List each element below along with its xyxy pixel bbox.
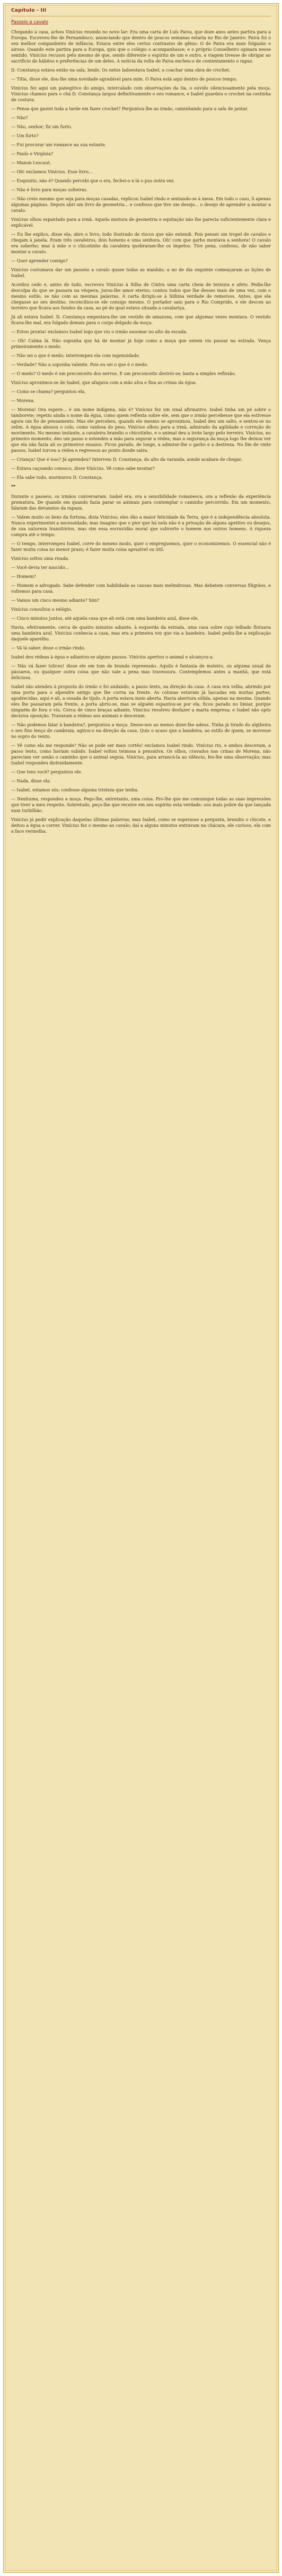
- paragraph: — Criança! Que é isso? Já aprendeu? Interveio D. Constança, do alto da varanda, aonde acabara de chegar.: [11, 457, 242, 462]
- paragraph: — Nada, disse ela.: [11, 779, 51, 783]
- paragraph: — Não podemos falar à bandeira?, perguntou a moça. Desse-nos ao menos dizer-lhe adeus. Tinha já tirado do algibeira o seu fino lenço de cambraia, agitou-o na direção da casa. Quis o acaso que a bandeira, ao estilo de quem, se movesse no sopro do vento.: [11, 723, 271, 739]
- paragraph: — Quer aprender comigo?: [11, 259, 68, 263]
- paragraph: — Nenhuma, respondeu a moça. Pego-lhe, entretanto, uma coisa. Pro-lhe que me comunique todas as suas impressões que tiver a meu respeito. Sobretudo, peço-lhe que receive em seu espírito esta verdade: sou mais pobre da que lançada num turbilhão.: [11, 797, 271, 813]
- paragraph: — Vamos um cisco mesmo adiante? Sim?: [11, 598, 100, 603]
- paragraph: — Titia, disse ele, dou-lhe uma novidade agradável para mim. O Paiva está aqui dentro de poucos tempo.: [11, 77, 237, 82]
- paragraph: — O tempo, interrompeu Isabel, corre do mesmo modo, quer o empreguemos, quer o economizemos. O essencial não é fazer muita coisa no menor prazo; é fazer muita coisa aprazível ou útil.: [11, 541, 271, 552]
- paragraph: Vinícius consultou o relógio.: [11, 607, 72, 612]
- paragraph: Durante o passeio, os irmãos conversaram. Isabel era, ora a sensibilidade romanesca, ora a reflexão da experiência prematura. De quando em quando fazia parar os animais para contemplar o caminho percorrido. Em um momento, falaram das devaneios da rapaza.: [11, 494, 271, 511]
- paragraph: — Estava caçoando conosco, disse Vinícius. Vê como sabe montar?: [11, 466, 155, 471]
- paragraph: Vinícius já pedir explicação daquelas últimas palavras; mas Isabel, como se esperasse a pergunta, brandiu o chicote, e deitou a égua a correr. Vinícius fez o mesmo ao cavalo; daí a alguns minutos entravam na chácara, ele curioso, ela com a face vermelha.: [11, 817, 271, 834]
- paragraph: — Eu lhe explico, disse ela; abro o livro, todo ilustrado de riscos que não entendi. Pois pensei um tropel de cavalos e chegam à janela. Eram três cavaleiros, dois homens e uma senhora. Oh! com que garbo montava a senhora! O cavalo era soberbo; mas à mão e o chicotinho da cavaleira quebraram-lhe os ímpetos. Tive pena, confesso, de não saber montar a cavalo.: [11, 232, 271, 254]
- paragraph: — Não, senhor; fiz um furto.: [11, 124, 72, 129]
- paragraph: — Vá lá saber, disse o irmão rindo.: [11, 646, 86, 650]
- paragraph: — O medo? O medo é um preconceito dos nervos. E um preconceito destrói-se; basta a simples reflexão.: [11, 371, 236, 376]
- paragraph: — Morena.: [11, 398, 35, 403]
- paragraph: D. Constança estava então na sala, lendo. Os netos ladoestava Isabel, a coachar uma obra de crochet.: [11, 68, 231, 73]
- paragraph: Vinícius fez aqui um panegírico do amigo, intercalado com observações da tia, o ouvido silenciosamente pela moça. Vinícius chamou para o chá D. Constança largou definitivamente o seu romance, e Isabel guardou o crochet na cestinha de costura.: [11, 86, 271, 102]
- paragraph: — Homem e advogado. Sabe defender com habilidade as causas mais melindrosas. Mas debatem conversas filigrãos, e voltemos para casa.: [11, 583, 271, 594]
- paragraph: Acordou cedo e, antes de tudo, escreveu Vinícius à Silha de Cintra uma carta cheia de ternura e afeto. Pedia-lhe desculpa do que se passara na véspera; jurou-lhe amor eterno; contou todos que lhe desses mais de uma vez, com o mesmo estilo, se não com as mesmas palavras. À carta dirigiu-se à Silhina verdade de remorsos. Antes, que ela chegasse ao seu destino, reconciliou-se ele consigo mesmo. O portador saiu para o Rio Comprido, e ele desceu ao terreiro que ficava aos fundos da casa, ao pé do qual estava situada a cavalariça.: [11, 282, 271, 310]
- paragraph: — Homem?: [11, 574, 36, 579]
- document-page: [3, 3, 279, 2573]
- paragraph: Vinícius costumava dar um passeio a cavalo quase todas as manhãs; a no de dia seguinte comeaçaram as lições de Isabel.: [11, 268, 271, 278]
- paragraph: — Morena! Ora espere... é um nome indígena, não é? Vinícius fez um sinal afirmativo. Isabel tinha um pé sobre o tamborete; repetiu ainda o nome da égua, como quem reflexta sobre ele, sem que o irmão percebesse que ela estivesse agora um fio de pensamento. Mas ele percebeu, quando ele mesmo se aproximou, Isabel deu um salto, e sentou-se no selim. A égua abusou o colo, como vaidosa do peso. Vinícius olhou para a irmã, admirado da agilidade e correção do movimento. No mesmo instante, a cavaleira brandiu o chicotinho, e o animal deu a trote largo pelo terreiro. Vinícius, no primeiro momento, deu um passo e estendeu a mão para segurar a rédea; mas a segurança da moça logo lhe deixou ver que ela não fazia ali os primeiros ensaios. Ficou parado, de longe, a admirar-lhe o garbo e a destreza. No fim de vinte passos, Isabel torceu a rédea e regressou ao ponto donde saíra.: [11, 407, 271, 453]
- paragraph: — Isabel, estamos sós; confesse alguma tristeza que tenha.: [11, 788, 139, 792]
- chapter-title: Capítulo - III: [11, 8, 47, 13]
- paragraph: — Oh! exclamou Vinícius. Esse livro...: [11, 170, 93, 174]
- paragraph: — Não é livro para moças solteiras.: [11, 188, 88, 192]
- paragraph: Vinícius olhou espantado para a irmã. Aquela mistura de geometria e equitação não lhe parecia suficientemente clara e explicável.: [11, 217, 271, 228]
- paragraph: — Paulo e Virgínia?: [11, 151, 54, 156]
- paragraph: — Manon Lescaut.: [11, 161, 51, 165]
- paragraph: — Cinco minutos juntos, até aquela casa que ali está com uma bandeira azul, disse ele.: [11, 616, 199, 621]
- paragraph: — Não vá fazer tolices! disse ele em tom de branda repreensão. Aquilo é fantasia de moleiro, ou alguma usual de pássaros, ou qualquer outra coisa que não vale a pena mas travessura. Contemplemos antes a manhã, que está deliciosa.: [11, 664, 271, 680]
- paragraph: — Você devia ter nascido...: [11, 565, 69, 570]
- paragraph: Isabel não atendeu à proposta do irmão e foi andando, a passo lento, na direção da casa. A casa era velha, abrindo por uma porta para o alpendre antigo que lhe corria na frente. As colunas estavam já lascadas em muitas partes, apodrecidas, aqui e ali, a ossada de tijolo. A porta estava meio aberta. Havia abertura sólida, apenas na mesma. Quando eles lhe passaram pela frente, a porta abriu-se, mas se alguém espantou-se por ela, ficou parado no limiar, porque ninguém de fora o viu. Cerca de cinco braças adiante, Vinícius resolveu desfazer a marta empresa; e Isabel não opôs decisiva oposição. Travaram a rédeas aos animais e desceram.: [11, 684, 271, 718]
- paragraph: — Fui procurar um romance na sua estante.: [11, 142, 107, 147]
- paragraph: — Esquisito, não é? Quando percebi que o era, fechei-o e lá o pus outra vez.: [11, 179, 175, 183]
- paragraph: Chegando à casa, achou Vinícius reunido no novo lar: Era uma carta de Luís Paiva, que doze anos antes partira para a Europa. Escreveu-lhe de Pernambuco, anunciando que dentro de poucos semanas estaria no Rio de Janeiro. Paiva foi o seu melhor companheiro de infância. Estava entre eles certos contrastes de gênio: O de Paiva era mais folgazão e airoso. Quando este partira para a Europa, quis que o colégio o acompanhasse; e o próprio Conselheiro opinara nesse sentido. Vinícius recusou pelo mesmo de que, sendo diferente o espírito de um e outro, a viagem tivesse de obrigar ao sacrifício de hábitos e preferências de um deles. A notícia da volta de Paiva encheu-o de contentamento o rapaz.: [11, 30, 271, 64]
- paragraph: Vinícius aproximou-se de Isabel, que afagava com a mão alva e fina as crinas da égua.: [11, 380, 197, 385]
- paragraph: — Oh! Calma lá. Não supunha que há de montar já hoje como a moça que ontem viu passar na estrada. Vença primeiramente o medo.: [11, 338, 271, 349]
- section-separator: **: [11, 484, 16, 489]
- paragraph: — Que tens você? perguntou ele.: [11, 770, 83, 774]
- paragraph: — Estou pronta! exclamou Isabel logo que viu o irmão assomar no alto da escada.: [11, 329, 188, 334]
- document-body: [4, 27, 278, 843]
- paragraph: Vinícius soltou uma risada.: [11, 556, 69, 561]
- paragraph: — Pensa que gastei toda a tarde em fazer crochet? Perguntou-lhe ao irmão, caminhando para a sala de jantar.: [11, 106, 249, 111]
- paragraph: — Verdade? Não a suponha valente. Pois eu sei o que é o medo.: [11, 362, 148, 367]
- paragraph: — Um furto?: [11, 133, 39, 138]
- paragraph: — Não sei o que é medo; interrompeu ela com ingenuidade.: [11, 353, 140, 358]
- paragraph: — Ela sabe tudo, murmurou D. Constança.: [11, 475, 103, 480]
- paragraph: — Valem muito os bens da fortuna, dizia Vinícius; eles dão a maior felicidade da Terra, que é a independência absoluta. Nunca experimentei a necessidade; mas imagino que o pior que há nela não é a privação de alguns apetites ou desejos, de sua natureza transitórios, mas sim essa escravidão moral que subverte o homem nos outros homens. A riqueza compra até o tempo.: [11, 515, 271, 537]
- paragraph: — Vê como ela me responde? Não se pode ser mais cortês! exclamou Isabel rindo. Vinícius riu, e ambos desceram, a passo lento, como haviam subido. Isabel voltou teimosa a pensativa. Os olhos, cravados nas crinas de Morena, não pareciam ver senão o caminho que o animal seguia. Vinícius, para arrancá-la ao silêncio, fez-lhe uma observação; mas Isabel respondeu distraidamente.: [11, 743, 271, 765]
- paragraph: — Não creio mesmo que seja para moças casadas, replicou Isabel rindo e sentando-se à mesa. Em todo o caso, li apenas algumas páginas. Depois abri um livro de geometria... e confesso que tive um desejo... o desejo de aprender a montar a cavalo.: [11, 197, 271, 213]
- paragraph: — Como se chama? perguntou ela.: [11, 389, 86, 394]
- paragraph: Havia, efetivamente, cerca de quatro minutos adiante, à esquerda da estrada, uma casa sobre cujo telhado flutuava uma bandeira azul. Vinícius conhecia a casa, mas era a primeira vez que via a bandeira. Isabel pediu-lhe a explicação daquele aparelho.: [11, 625, 271, 641]
- paragraph: — Não?: [11, 115, 28, 120]
- paragraph: Isabel deu rédeas à égua e adiantou-se alguns passos. Vinícius apertou o animal e alcançou-a.: [11, 655, 214, 659]
- paragraph: Já ali estava Isabel. D. Constança empestara-lhe um vestido de amazona, com que algumas vezes montara. O vestido ficava-lhe mal, era folgado demais para o corpo delgado da moça.: [11, 315, 271, 325]
- chapter-header: [4, 4, 278, 27]
- section-subtitle: Passeio a cavalo: [11, 20, 48, 25]
